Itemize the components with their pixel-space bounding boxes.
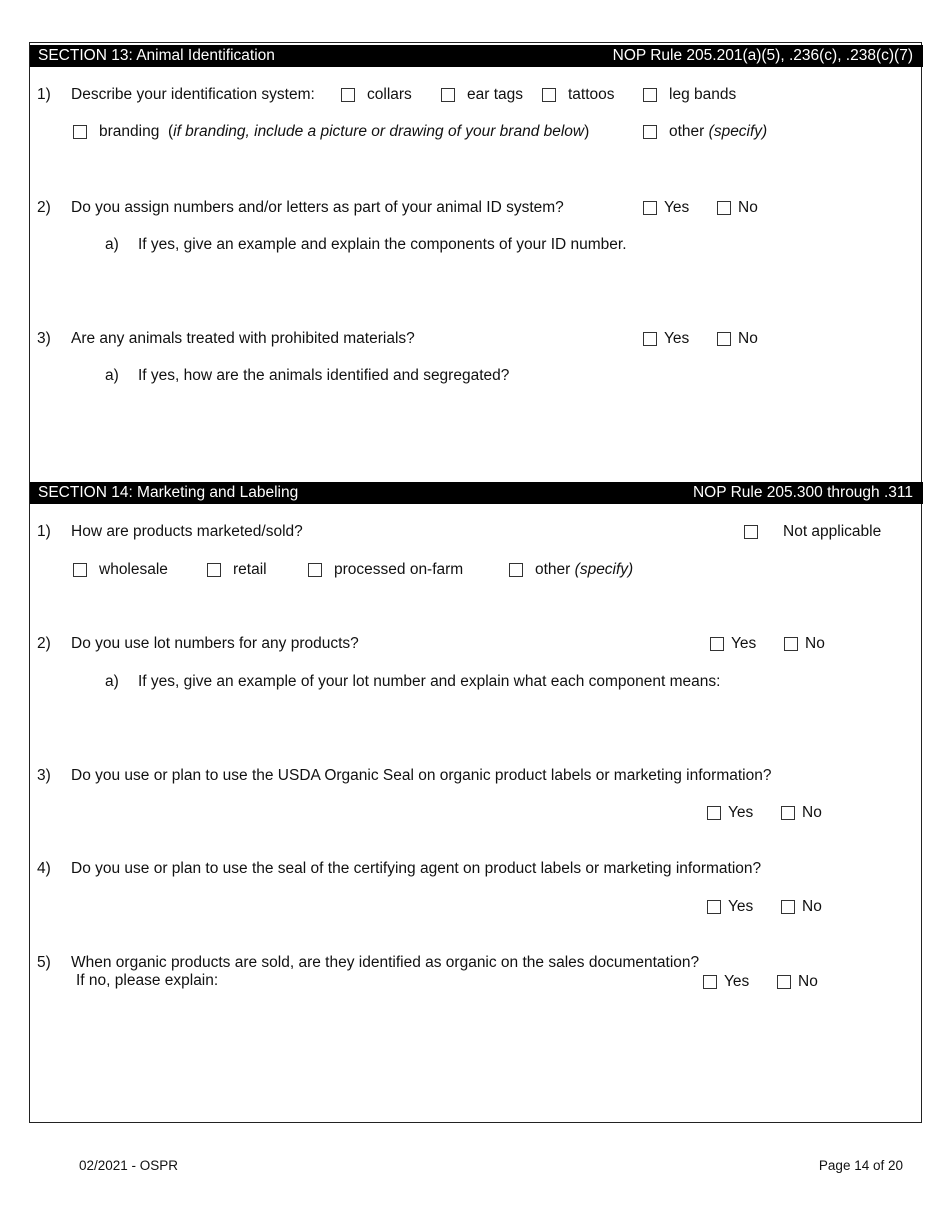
s13-q2-text: Do you assign numbers and/or letters as part of your animal ID system? bbox=[71, 199, 564, 216]
s14-q3-number: 3) bbox=[37, 767, 51, 784]
s14-other-note: (specify) bbox=[574, 561, 634, 578]
s13-q2a-number: a) bbox=[105, 236, 119, 253]
s13-q3-number: 3) bbox=[37, 330, 51, 347]
s13-other-text: other bbox=[669, 123, 705, 140]
s14-q3-yes-checkbox[interactable] bbox=[707, 806, 721, 820]
s14-q5-no-checkbox[interactable] bbox=[777, 975, 791, 989]
branding-label bbox=[99, 123, 589, 141]
s14-q4-no-label: No bbox=[802, 898, 822, 915]
section-13-header bbox=[30, 45, 923, 67]
processed-on-farm-label: processed on-farm bbox=[334, 561, 464, 578]
s13-q3-text: Are any animals treated with prohibited materials? bbox=[71, 330, 415, 347]
s13-q3-yes-label: Yes bbox=[664, 330, 690, 347]
s13-q3-yes-checkbox[interactable] bbox=[643, 332, 657, 346]
s14-other-label bbox=[535, 561, 633, 579]
wholesale-label: wholesale bbox=[99, 561, 168, 578]
s14-q5-explain: If no, please explain: bbox=[76, 972, 219, 989]
s14-q3-no-checkbox[interactable] bbox=[781, 806, 795, 820]
retail-label: retail bbox=[233, 561, 267, 578]
s14-q5-text: When organic products are sold, are they identified as organic on the sales documentation? bbox=[71, 954, 700, 971]
s13-other-note: (specify) bbox=[708, 123, 768, 140]
not-applicable-checkbox[interactable] bbox=[744, 525, 758, 539]
s13-q3-no-label: No bbox=[738, 330, 758, 347]
s13-q1-text: Describe your identification system: bbox=[71, 86, 315, 103]
footer-form-version: 02/2021 - OSPR bbox=[79, 1158, 179, 1173]
not-applicable-label: Not applicable bbox=[783, 523, 882, 540]
s14-q3-no-label: No bbox=[802, 804, 822, 821]
s13-q3a-number: a) bbox=[105, 367, 119, 384]
footer-page-number: Page 14 of 20 bbox=[818, 1158, 903, 1173]
s14-q4-yes-checkbox[interactable] bbox=[707, 900, 721, 914]
s14-q2-no-label: No bbox=[805, 635, 825, 652]
s14-other-text: other bbox=[535, 561, 571, 578]
ear-tags-label: ear tags bbox=[467, 86, 524, 103]
s14-q5-yes-label: Yes bbox=[724, 973, 750, 990]
s14-q1-number: 1) bbox=[37, 523, 51, 540]
s14-q4-no-checkbox[interactable] bbox=[781, 900, 795, 914]
s14-q2-no-checkbox[interactable] bbox=[784, 637, 798, 651]
s14-other-checkbox[interactable] bbox=[509, 563, 523, 577]
s14-q2a-text: If yes, give an example of your lot number and explain what each component means: bbox=[138, 673, 721, 690]
s14-q2-yes-checkbox[interactable] bbox=[710, 637, 724, 651]
s13-q2-no-label: No bbox=[738, 199, 758, 216]
s14-q2-yes-label: Yes bbox=[731, 635, 757, 652]
s13-other-label bbox=[669, 123, 767, 141]
section-13-rule: NOP Rule 205.201(a)(5), .236(c), .238(c)(7) bbox=[612, 47, 913, 64]
branding-paren-open: ( bbox=[167, 123, 174, 140]
branding-paren-close: ) bbox=[584, 123, 590, 140]
s14-q4-yes-label: Yes bbox=[728, 898, 754, 915]
ear-tags-checkbox[interactable] bbox=[441, 88, 455, 102]
s14-q3-yes-label: Yes bbox=[728, 804, 754, 821]
s14-q2a-number: a) bbox=[105, 673, 119, 690]
tattoos-label: tattoos bbox=[568, 86, 615, 103]
retail-checkbox[interactable] bbox=[207, 563, 221, 577]
s13-q3a-text: If yes, how are the animals identified and segregated? bbox=[138, 367, 510, 384]
branding-text: branding bbox=[99, 123, 160, 140]
collars-label: collars bbox=[367, 86, 412, 103]
s13-q2-yes-checkbox[interactable] bbox=[643, 201, 657, 215]
s13-other-checkbox[interactable] bbox=[643, 125, 657, 139]
s13-q2a-text: If yes, give an example and explain the components of your ID number. bbox=[138, 236, 627, 253]
wholesale-checkbox[interactable] bbox=[73, 563, 87, 577]
section-14-header bbox=[30, 482, 923, 504]
section-14-rule: NOP Rule 205.300 through .311 bbox=[692, 484, 913, 501]
s14-q5-no-label: No bbox=[798, 973, 818, 990]
s14-q2-number: 2) bbox=[37, 635, 51, 652]
leg-bands-label: leg bands bbox=[669, 86, 737, 103]
tattoos-checkbox[interactable] bbox=[542, 88, 556, 102]
collars-checkbox[interactable] bbox=[341, 88, 355, 102]
s14-q4-number: 4) bbox=[37, 860, 51, 877]
s14-q5-number: 5) bbox=[37, 954, 51, 971]
s13-q2-number: 2) bbox=[37, 199, 51, 216]
section-13-title: SECTION 13: Animal Identification bbox=[38, 47, 275, 64]
s14-q3-text: Do you use or plan to use the USDA Organic Seal on organic product labels or marketing information? bbox=[71, 767, 772, 784]
s13-q2-no-checkbox[interactable] bbox=[717, 201, 731, 215]
s14-q2-text: Do you use lot numbers for any products? bbox=[71, 635, 359, 652]
s14-q5-yes-checkbox[interactable] bbox=[703, 975, 717, 989]
s13-q2-yes-label: Yes bbox=[664, 199, 690, 216]
processed-on-farm-checkbox[interactable] bbox=[308, 563, 322, 577]
s14-q4-text: Do you use or plan to use the seal of the certifying agent on product labels or marketing information? bbox=[71, 860, 762, 877]
branding-note: if branding, include a picture or drawing of your brand below bbox=[173, 123, 585, 140]
s14-q1-text: How are products marketed/sold? bbox=[71, 523, 303, 540]
s13-q3-no-checkbox[interactable] bbox=[717, 332, 731, 346]
section-14-title: SECTION 14: Marketing and Labeling bbox=[38, 484, 299, 501]
branding-checkbox[interactable] bbox=[73, 125, 87, 139]
leg-bands-checkbox[interactable] bbox=[643, 88, 657, 102]
s13-q1-number: 1) bbox=[37, 86, 51, 103]
